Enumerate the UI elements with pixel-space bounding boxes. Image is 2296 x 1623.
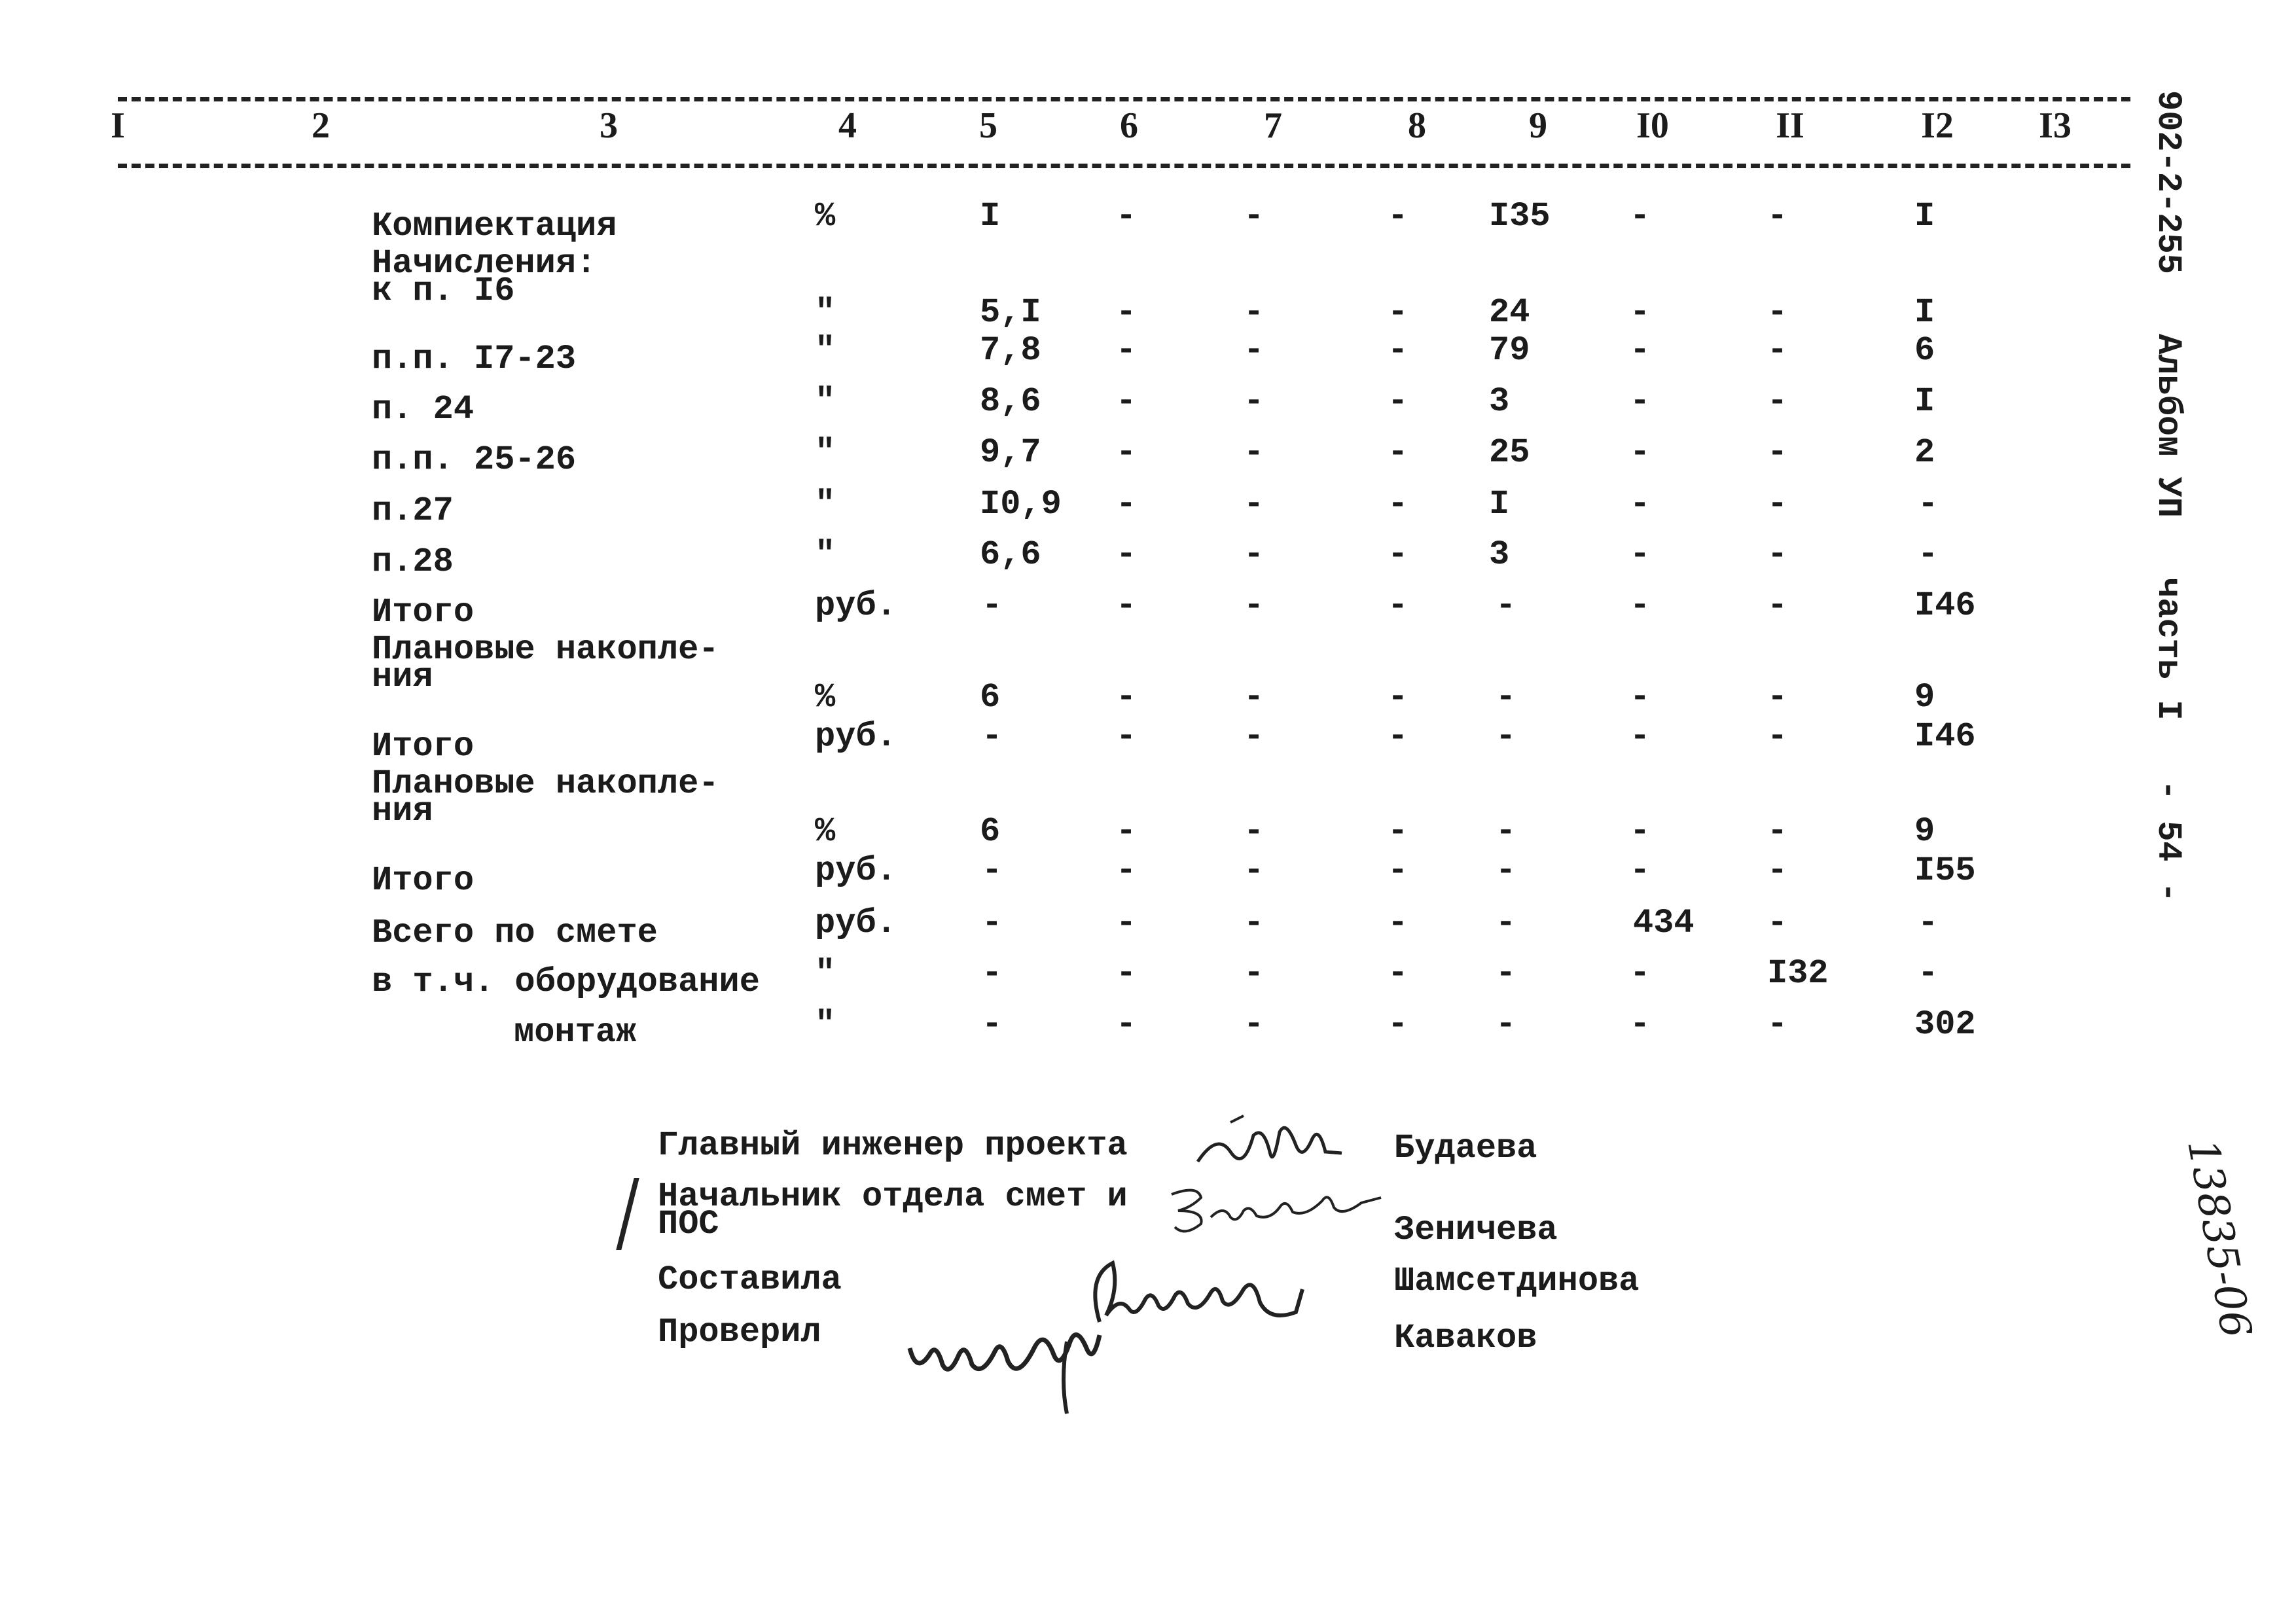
value-cell-c8: - <box>1388 678 1408 717</box>
value-cell-c7: - <box>1244 851 1265 890</box>
value-cell-c5: - <box>982 851 1003 890</box>
value-cell-c10: - <box>1630 851 1651 890</box>
value-cell-c12: - <box>1918 954 1939 993</box>
value-cell-c8: - <box>1388 331 1408 370</box>
value-cell-c9: 24 <box>1489 293 1530 332</box>
value-cell-c5: 6,6 <box>980 535 1041 574</box>
row-label: Итого <box>372 861 475 900</box>
value-cell-c10: - <box>1630 954 1651 993</box>
value-cell-c5: - <box>982 904 1003 942</box>
row-label: п. 24 <box>372 390 475 429</box>
value-cell-c12: - <box>1918 535 1939 574</box>
value-cell-c5: 9,7 <box>980 433 1041 472</box>
value-cell-c8: - <box>1388 954 1408 993</box>
value-cell-c12: I46 <box>1914 586 1976 625</box>
value-cell-c5: - <box>982 954 1003 993</box>
signatory-title-2: Начальник отдела смет и ПОС <box>658 1177 1128 1243</box>
value-cell-c7: - <box>1244 331 1265 370</box>
row-label: п.28 <box>372 543 454 581</box>
value-cell-c5: I0,9 <box>980 485 1062 524</box>
value-cell-c11: - <box>1767 812 1788 851</box>
unit-cell: " <box>815 535 836 574</box>
value-cell-c12: I55 <box>1914 851 1976 890</box>
value-cell-c7: - <box>1244 954 1265 993</box>
column-header-8: 8 <box>1408 105 1426 146</box>
unit-cell: руб. <box>815 717 897 756</box>
value-cell-c10: - <box>1630 485 1651 524</box>
value-cell-c8: - <box>1388 535 1408 574</box>
value-cell-c12: 9 <box>1914 812 1935 851</box>
row-label: п.27 <box>372 491 454 530</box>
unit-cell: руб. <box>815 904 897 942</box>
value-cell-c10: - <box>1630 1005 1651 1044</box>
unit-cell: " <box>815 954 836 993</box>
value-cell-c5: 7,8 <box>980 331 1041 370</box>
value-cell-c9: - <box>1496 717 1516 756</box>
signatory-title-1: Главный инженер проекта <box>658 1126 1128 1165</box>
unit-cell: " <box>815 331 836 370</box>
value-cell-c8: - <box>1388 382 1408 421</box>
value-cell-c7: - <box>1244 197 1265 236</box>
value-cell-c6: - <box>1116 851 1137 890</box>
unit-cell: руб. <box>815 851 897 890</box>
column-header-10: I0 <box>1636 105 1669 146</box>
value-cell-c12: 6 <box>1914 331 1935 370</box>
value-cell-c9: - <box>1496 904 1516 942</box>
value-cell-c12: I46 <box>1914 717 1976 756</box>
value-cell-c5: - <box>982 1005 1003 1044</box>
value-cell-c11: - <box>1767 197 1788 236</box>
unit-cell: " <box>815 433 836 472</box>
column-header-9: 9 <box>1529 105 1547 146</box>
value-cell-c8: - <box>1388 717 1408 756</box>
value-cell-c12: - <box>1918 485 1939 524</box>
value-cell-c9: - <box>1496 812 1516 851</box>
value-cell-c11: - <box>1767 1005 1788 1044</box>
value-cell-c9: - <box>1496 586 1516 625</box>
value-cell-c12: 302 <box>1914 1005 1976 1044</box>
value-cell-c6: - <box>1116 293 1137 332</box>
value-cell-c8: - <box>1388 586 1408 625</box>
row-label: Итого <box>372 727 475 766</box>
value-cell-c11: - <box>1767 678 1788 717</box>
unit-cell: " <box>815 293 836 332</box>
value-cell-c5: - <box>982 586 1003 625</box>
album-label: Альбом УП <box>2149 334 2187 518</box>
value-cell-c10: - <box>1630 433 1651 472</box>
row-label: п.п. 25-26 <box>372 440 577 479</box>
value-cell-c10: - <box>1630 331 1651 370</box>
margin-slash-mark <box>616 1178 639 1250</box>
signature-department-head <box>1165 1171 1388 1243</box>
column-header-7: 7 <box>1264 105 1282 146</box>
value-cell-c6: - <box>1116 812 1137 851</box>
unit-cell: % <box>815 812 836 851</box>
row-label: Всего по смете <box>372 914 658 952</box>
value-cell-c8: - <box>1388 904 1408 942</box>
value-cell-c11: - <box>1767 293 1788 332</box>
value-cell-c10: - <box>1630 812 1651 851</box>
value-cell-c12: I <box>1914 293 1935 332</box>
unit-cell: % <box>815 197 836 236</box>
value-cell-c11: - <box>1767 485 1788 524</box>
value-cell-c9: 3 <box>1489 535 1510 574</box>
value-cell-c6: - <box>1116 586 1137 625</box>
part-label: часть I <box>2149 577 2187 721</box>
value-cell-c7: - <box>1244 535 1265 574</box>
header-bottom-rule <box>118 164 2130 168</box>
value-cell-c10: - <box>1630 717 1651 756</box>
value-cell-c10: - <box>1630 382 1651 421</box>
value-cell-c11: I32 <box>1767 954 1829 993</box>
unit-cell: " <box>815 382 836 421</box>
value-cell-c8: - <box>1388 812 1408 851</box>
row-label: монтаж <box>514 1013 637 1052</box>
column-header-2: 2 <box>312 105 330 146</box>
unit-cell: " <box>815 485 836 524</box>
value-cell-c7: - <box>1244 485 1265 524</box>
signatory-name-1: Будаева <box>1394 1129 1537 1168</box>
value-cell-c7: - <box>1244 293 1265 332</box>
value-cell-c11: - <box>1767 851 1788 890</box>
value-cell-c7: - <box>1244 1005 1265 1044</box>
unit-cell: руб. <box>815 586 897 625</box>
value-cell-c6: - <box>1116 1005 1137 1044</box>
value-cell-c11: - <box>1767 331 1788 370</box>
value-cell-c12: I <box>1914 197 1935 236</box>
value-cell-c9: - <box>1496 678 1516 717</box>
drawing-code: 902-2-255 <box>2149 90 2187 274</box>
row-label: Плановые накопле- ния <box>372 630 719 696</box>
signatory-title-4: Проверил <box>658 1313 821 1351</box>
value-cell-c6: - <box>1116 382 1137 421</box>
signatory-name-3: Шамсетдинова <box>1394 1262 1640 1300</box>
value-cell-c5: 8,6 <box>980 382 1041 421</box>
value-cell-c11: - <box>1767 586 1788 625</box>
value-cell-c6: - <box>1116 954 1137 993</box>
row-label: Итого <box>372 593 475 632</box>
value-cell-c6: - <box>1116 331 1137 370</box>
column-header-1: I <box>111 105 125 146</box>
value-cell-c10: - <box>1630 586 1651 625</box>
handwritten-number: 13835-06 <box>2178 1135 2261 1342</box>
value-cell-c10: - <box>1630 197 1651 236</box>
value-cell-c7: - <box>1244 433 1265 472</box>
value-cell-c9: - <box>1496 954 1516 993</box>
row-label: Начисления: к п. I6 <box>372 244 597 310</box>
row-label: п.п. I7-23 <box>372 340 577 378</box>
value-cell-c8: - <box>1388 197 1408 236</box>
value-cell-c11: - <box>1767 717 1788 756</box>
value-cell-c10: - <box>1630 535 1651 574</box>
value-cell-c12: I <box>1914 382 1935 421</box>
value-cell-c10: - <box>1630 678 1651 717</box>
page-number: - 54 - <box>2149 779 2187 903</box>
value-cell-c7: - <box>1244 586 1265 625</box>
value-cell-c9: I <box>1489 485 1510 524</box>
value-cell-c5: - <box>982 717 1003 756</box>
value-cell-c11: - <box>1767 433 1788 472</box>
signatory-name-4: Каваков <box>1394 1319 1537 1357</box>
value-cell-c8: - <box>1388 851 1408 890</box>
value-cell-c6: - <box>1116 433 1137 472</box>
column-header-12: I2 <box>1921 105 1954 146</box>
value-cell-c9: 25 <box>1489 433 1530 472</box>
value-cell-c11: - <box>1767 382 1788 421</box>
row-label: в т.ч. оборудование <box>372 963 760 1001</box>
value-cell-c11: - <box>1767 904 1788 942</box>
header-top-rule <box>118 97 2130 101</box>
value-cell-c9: - <box>1496 1005 1516 1044</box>
column-header-13: I3 <box>2039 105 2072 146</box>
value-cell-c7: - <box>1244 812 1265 851</box>
value-cell-c5: I <box>980 197 1001 236</box>
value-cell-c10: 434 <box>1633 904 1695 942</box>
value-cell-c7: - <box>1244 678 1265 717</box>
column-header-3: 3 <box>600 105 618 146</box>
signatory-title-3: Составила <box>658 1260 842 1299</box>
value-cell-c9: 79 <box>1489 331 1530 370</box>
value-cell-c5: 6 <box>980 678 1001 717</box>
value-cell-c7: - <box>1244 382 1265 421</box>
column-header-11: II <box>1776 105 1804 146</box>
row-label: Плановые накопле- ния <box>372 764 719 830</box>
column-header-4: 4 <box>838 105 857 146</box>
column-header-5: 5 <box>979 105 997 146</box>
signatory-name-2: Зеничева <box>1394 1211 1558 1249</box>
value-cell-c7: - <box>1244 717 1265 756</box>
value-cell-c12: - <box>1918 904 1939 942</box>
value-cell-c6: - <box>1116 678 1137 717</box>
unit-cell: % <box>815 678 836 717</box>
value-cell-c8: - <box>1388 433 1408 472</box>
value-cell-c6: - <box>1116 904 1137 942</box>
unit-cell: " <box>815 1005 836 1044</box>
value-cell-c7: - <box>1244 904 1265 942</box>
value-cell-c5: 6 <box>980 812 1001 851</box>
value-cell-c12: 2 <box>1914 433 1935 472</box>
margin-stamp <box>2149 90 2187 902</box>
value-cell-c8: - <box>1388 293 1408 332</box>
value-cell-c8: - <box>1388 485 1408 524</box>
value-cell-c6: - <box>1116 485 1137 524</box>
value-cell-c11: - <box>1767 535 1788 574</box>
value-cell-c9: - <box>1496 851 1516 890</box>
value-cell-c6: - <box>1116 197 1137 236</box>
value-cell-c9: 3 <box>1489 382 1510 421</box>
signature-compiler-reviewer <box>903 1250 1322 1420</box>
value-cell-c5: 5,I <box>980 293 1041 332</box>
value-cell-c9: I35 <box>1489 197 1551 236</box>
value-cell-c12: 9 <box>1914 678 1935 717</box>
value-cell-c10: - <box>1630 293 1651 332</box>
value-cell-c6: - <box>1116 717 1137 756</box>
value-cell-c8: - <box>1388 1005 1408 1044</box>
value-cell-c6: - <box>1116 535 1137 574</box>
row-label: Компиектация <box>372 207 617 245</box>
column-header-6: 6 <box>1120 105 1138 146</box>
